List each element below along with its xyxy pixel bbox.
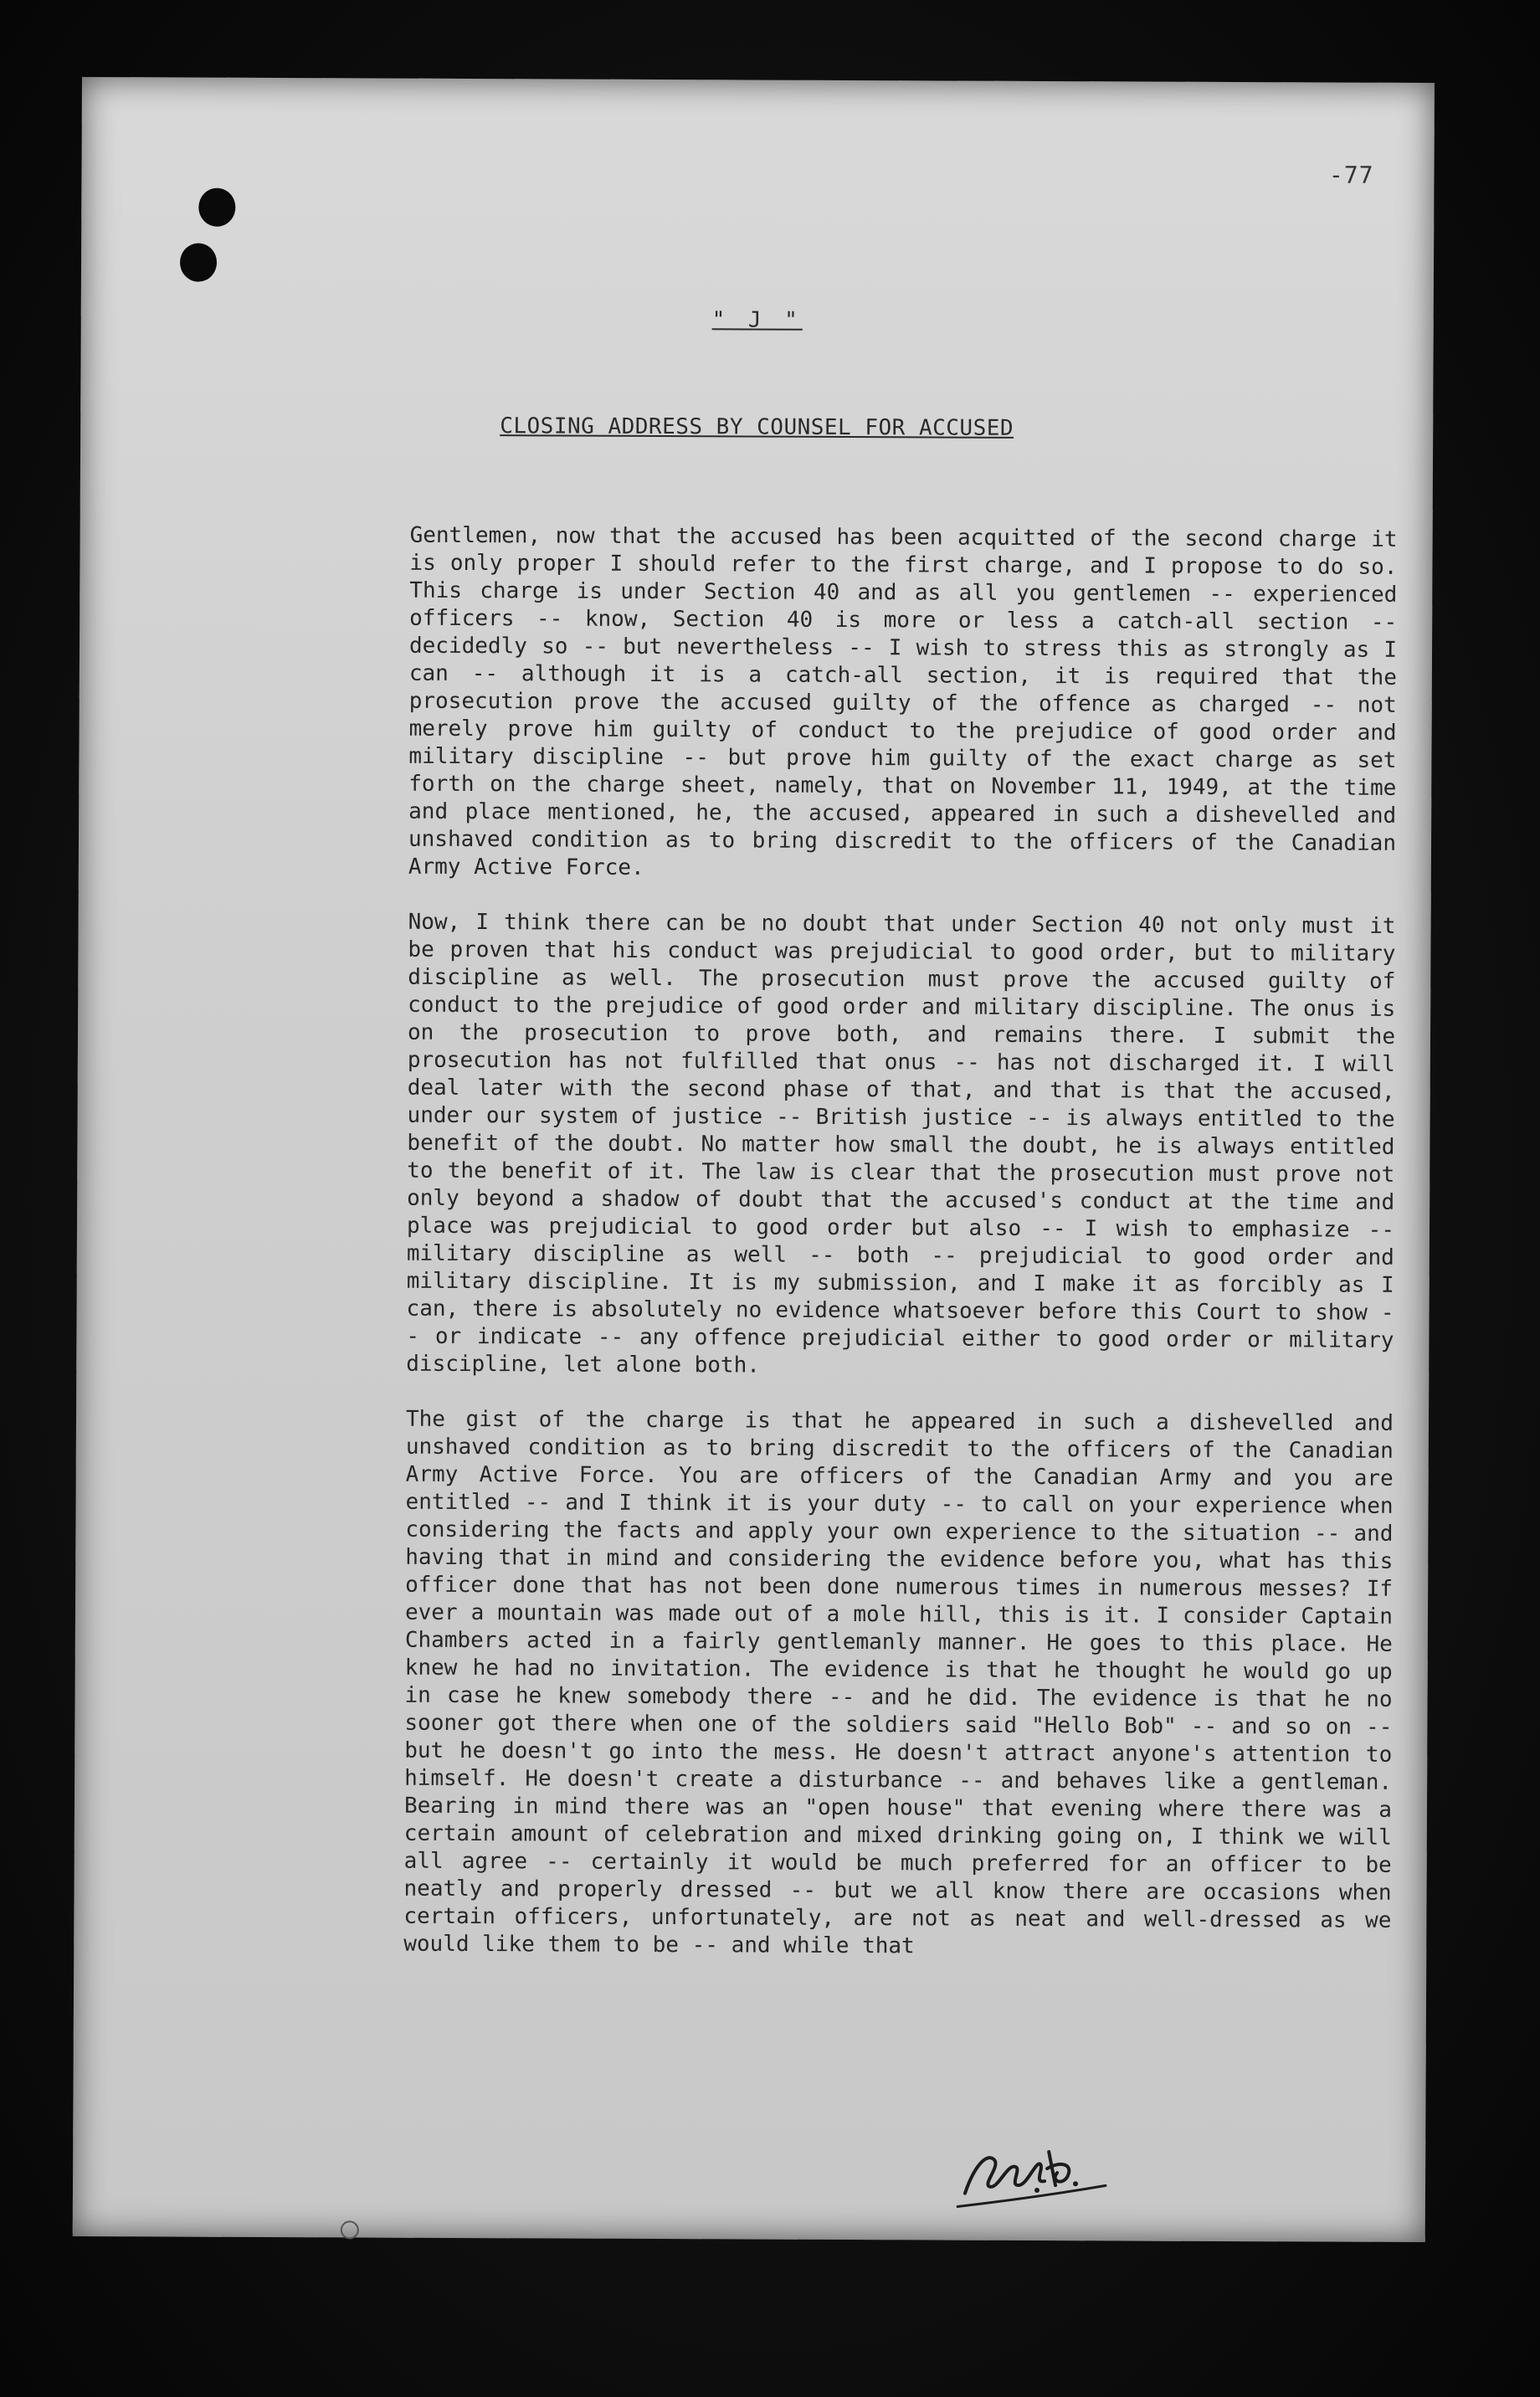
document-title: CLOSING ADDRESS BY COUNSEL FOR ACCUSED [500, 413, 1014, 441]
punch-hole [198, 188, 235, 227]
paragraph-3: The gist of the charge is that he appeared in such a dishevelled and unshaved condition as to bring discredit to the officers of the Canadian Army Active Force. You are officers of the Canadian Army and you are entitled -- and I think it is your duty -- to call on your experience when considering the facts and apply your own experience to the situation -- and having that in mind and considering the evidence before you, what has this officer done that has not been done numerous times in numerous messes? If ever a mountain was made out of a mole hill, this is it. I consider Captain Chambers acted in a fairly gentlemanly manner. He goes to this place. He knew he had no invitation. The evidence is that he thought he would go up in case he knew somebody there -- and he did. The evidence is that he no sooner got there when one of the soldiers said "Hello Bob" -- and so on -- but he doesn't go into the mess. He doesn't attract anyone's attention to himself. He doesn't create a disturbance -- and behaves like a gentleman. Bearing in mind there was an "open house" that evening where there was a certain amount of celebration and mixed drinking going on, I think we will all agree -- certainly it would be much preferred for an officer to be neatly and properly dressed -- but we all know there are occasions when certain officers, unfortunately, are not as neat and well-dressed as we would like them to be -- and while that [403, 1406, 1394, 1959]
document-body [403, 522, 1397, 1963]
document-page [73, 77, 1435, 2242]
page-number: -77 [1328, 161, 1374, 189]
archive-stamp-mark [341, 2220, 359, 2239]
signature-initials [957, 2135, 1107, 2211]
exhibit-letter-text: " J " [711, 307, 803, 333]
punch-hole [180, 244, 217, 282]
paragraph-1: Gentlemen, now that the accused has been acquitted of the second charge it is only proper I should refer to the first charge, and I propose to do so. This charge is under Section 40 and as all you gentlemen -- experienced officers -- know, Section 40 is more or less a catch-all section -- decidedly so -- but nevertheless -- I wish to stress this as strongly as I can -- although it is a catch-all section, it is required that the prosecution prove the accused guilty of the offence as charged -- not merely prove him guilty of conduct to the prejudice of good order and military discipline -- but prove him guilty of the exact charge as set forth on the charge sheet, namely, that on November 11, 1949, at the time and place mentioned, he, the accused, appeared in such a dishevelled and unshaved condition as to bring discredit to the officers of the Canadian Army Active Force. [408, 522, 1398, 880]
paragraph-2: Now, I think there can be no doubt that under Section 40 not only must it be proven that his conduct was prejudicial to good order, but to military discipline as well. The prosecution must prove the accused guilty of conduct to the prejudice of good order and military discipline. The onus is on the prosecution to prove both, and remains there. I submit the prosecution has not fulfilled that onus -- has not discharged it. I will deal later with the second phase of that, and that is that the accused, under our system of justice -- British justice -- is always entitled to the benefit of the doubt. No matter how small the doubt, he is always entitled to the benefit of it. The law is clear that the prosecution must prove not only beyond a shadow of doubt that the accused's conduct at the time and place was prejudicial to good order but also -- I wish to emphasize -- military discipline as well -- both -- prejudicial to good order and military discipline. It is my submission, and I make it as forcibly as I can, there is absolutely no evidence whatsoever before this Court to show -- or indicate -- any offence prejudicial either to good order or military discipline, let alone both. [406, 909, 1396, 1378]
exhibit-letter [81, 305, 1434, 336]
